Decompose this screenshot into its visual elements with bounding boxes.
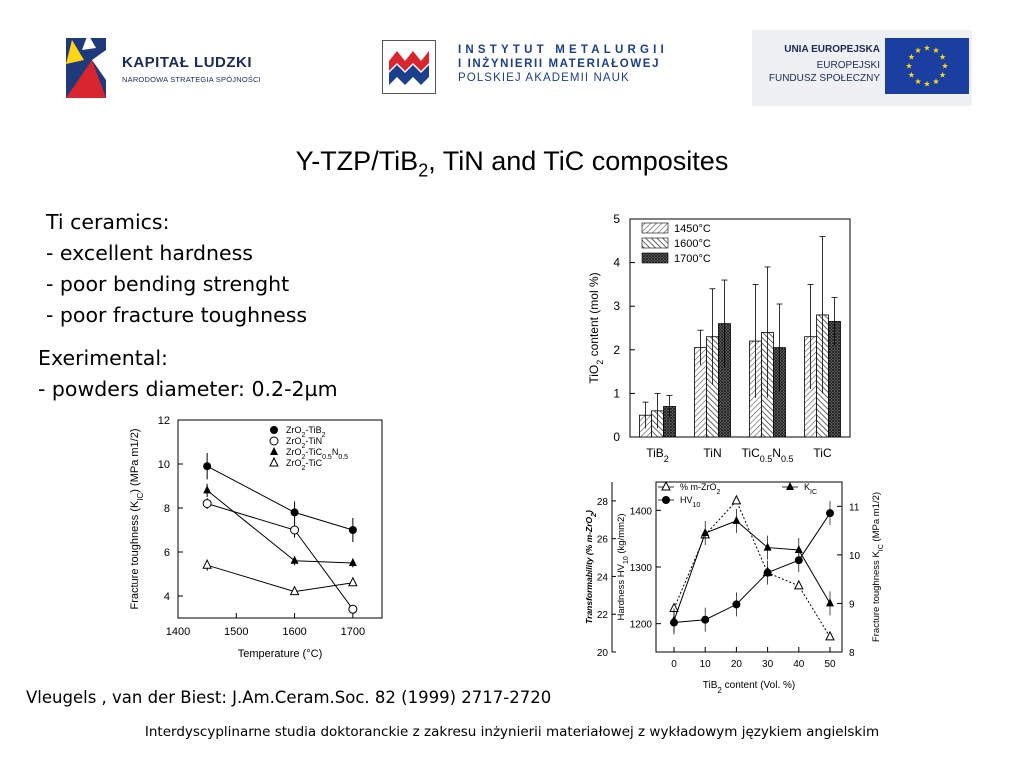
institute-name-line2: I INŻYNIERII MATERIAŁOWEJ: [458, 58, 661, 70]
right-tick-label: 11: [849, 502, 860, 514]
data-point: [203, 560, 211, 568]
y-tick-label: 5: [613, 212, 620, 226]
category-label: TiN: [703, 446, 722, 460]
y-axis-label: TiO$_2$ content (mol %): [587, 272, 605, 384]
ti-ceramics-heading: Ti ceramics:: [46, 210, 170, 234]
institute-name-line3: POLSKIEJ AKADEMII NAUK: [458, 72, 630, 84]
left-tick-label: 28: [596, 496, 608, 508]
data-point: [764, 543, 772, 551]
eu-star-icon: [915, 47, 921, 53]
series-line: [207, 565, 353, 591]
ti-ceramics-block: [46, 207, 307, 331]
legend-entry: % m-ZrO$_2$: [680, 482, 721, 496]
hardness-axis-label: Hardness $HV_{10}$ (kg/mm2): [616, 513, 630, 621]
legend-marker: [786, 482, 794, 490]
eu-star-icon: [915, 78, 921, 84]
legend-entry: $HV_{10}$: [680, 495, 701, 509]
legend-entry: ZrO$_2$-TiN: [286, 436, 323, 450]
slide-title: [0, 146, 1024, 181]
x-tick-label: 30: [762, 659, 774, 670]
eu-star-icon: [940, 54, 946, 60]
series-line: [674, 501, 830, 637]
y-tick-label: 10: [157, 459, 170, 471]
eu-star-icon: [924, 45, 930, 51]
eu-star-icon: [933, 78, 939, 84]
legend-marker: [270, 458, 278, 466]
x-tick-label: 40: [793, 659, 805, 670]
series-line: [207, 504, 353, 610]
right-axis-label: Fracture toughness $K_{IC}$ (MPa m1/2): [871, 491, 885, 643]
legend-swatch: [642, 223, 668, 233]
toughness-temperature-chart: [120, 410, 390, 670]
data-point: [291, 556, 299, 564]
series-line: [207, 466, 353, 530]
legend-marker: [662, 482, 670, 490]
data-point: [349, 526, 357, 534]
eu-star-icon: [942, 63, 948, 69]
data-point: [670, 615, 678, 623]
right-tick-label: 9: [849, 599, 855, 611]
x-tick-label: 0: [671, 659, 677, 670]
category-label: TiC: [813, 446, 832, 460]
institute-logo: [382, 38, 682, 94]
slide-title-prefix: Y-TZP/TiB: [295, 146, 419, 176]
data-point: [701, 616, 709, 624]
y-tick-label: 4: [163, 591, 170, 603]
left-tick-label: 20: [596, 648, 608, 659]
footer: Interdyscyplinarne studia doktoranckie z zakresu inżynierii materiałowej z wykładowym językiem angielskim: [144, 724, 880, 740]
series-ZrO2-TiC: [203, 560, 357, 595]
eu-line3: FUNDUSZ SPOŁECZNY: [768, 73, 880, 84]
eu-star-icon: [906, 63, 912, 69]
tib2-content-chart: [578, 472, 888, 700]
eu-star-icon: [940, 72, 946, 78]
data-point: [795, 581, 803, 589]
data-point: [732, 516, 740, 524]
legend-swatch: [642, 238, 668, 248]
eu-line1: UNIA EUROPEJSKA: [784, 44, 880, 55]
plot-frame: [656, 482, 842, 652]
legend-entry: ZrO$_2$-TiB$_2$: [286, 425, 326, 439]
left-tick-label: 24: [596, 572, 608, 584]
slide-title-subscript: 2: [418, 160, 429, 181]
tio2-content-chart: [578, 205, 863, 470]
legend-entry: 1600°C: [674, 238, 711, 250]
data-point: [349, 558, 357, 566]
right-tick-label: 8: [849, 648, 855, 659]
institute-name-line1: INSTYTUT METALURGII: [458, 44, 668, 56]
hardness-tick-label: 1200: [629, 619, 652, 631]
data-point: [764, 569, 772, 577]
eu-line2: EUROPEJSKI: [816, 60, 880, 71]
eu-star-icon: [908, 72, 914, 78]
data-point: [826, 598, 834, 606]
series-KIC: [670, 509, 834, 633]
slide-title-suffix: , TiN and TiC composites: [428, 146, 729, 176]
data-point: [349, 605, 357, 613]
legend-entry: ZrO$_2$-TiC: [286, 458, 323, 472]
data-point: [203, 462, 211, 470]
left-tick-label: 26: [596, 534, 608, 546]
y-tick-label: 0: [613, 430, 620, 444]
legend-marker: [270, 426, 278, 434]
legend-marker: [270, 447, 278, 455]
y-tick-label: 4: [613, 255, 620, 270]
kapital-ludzki-emblem-icon: [62, 30, 118, 104]
plot-frame: [178, 420, 382, 618]
hardness-tick-label: 1400: [629, 506, 652, 518]
legend-entry: 1700°C: [674, 253, 711, 265]
legend-entry: $K_{IC}$: [804, 482, 818, 496]
legend-swatch: [642, 253, 668, 263]
right-tick-label: 10: [849, 550, 861, 562]
hardness-tick-label: 1300: [629, 563, 652, 574]
x-tick-label: 1400: [165, 626, 191, 638]
eu-star-icon: [908, 54, 914, 60]
data-point: [732, 600, 740, 608]
legend-marker: [662, 496, 670, 504]
kapital-ludzki-subtitle: NARODOWA STRATEGIA SPÓJNOŚCI: [122, 75, 261, 84]
bullet-item: - poor fracture toughness: [46, 303, 308, 327]
institute-emblem-icon: [382, 40, 436, 94]
y-tick-label: 12: [157, 415, 170, 427]
x-tick-label: 20: [730, 659, 742, 670]
category-label: $TiC_{0.5}N_{0.5}$: [741, 446, 794, 464]
y-tick-label: 6: [163, 547, 170, 559]
x-tick-label: 1700: [340, 626, 366, 638]
x-tick-label: 1600: [282, 626, 307, 638]
y-tick-label: 1: [613, 386, 620, 401]
data-point: [203, 485, 211, 493]
legend-marker: [270, 437, 278, 445]
y-tick-label: 8: [163, 503, 170, 515]
bullet-item: - poor bending strenght: [46, 272, 290, 296]
eu-star-icon: [924, 81, 930, 87]
bullet-item: - powders diameter: 0.2-2µm: [38, 377, 338, 401]
kapital-ludzki-title: KAPITAŁ LUDZKI: [122, 54, 253, 71]
experimental-block: [38, 343, 338, 405]
x-axis-label: TiB$_2$ content (Vol. %): [702, 680, 796, 695]
series-line: [207, 490, 353, 563]
data-point: [732, 496, 740, 504]
legend-entry: $ZrO_2-TiC_{0.5}N_{0.5}$: [286, 447, 349, 461]
data-point: [291, 508, 299, 516]
y-axis-label: Fracture toughness $(K_{IC})$ (MPa m1/2): [129, 428, 145, 610]
series-line: [674, 513, 830, 622]
data-point: [203, 500, 211, 508]
eu-star-icon: [933, 47, 939, 53]
data-point: [795, 545, 803, 553]
legend-entry: 1450°C: [674, 223, 711, 235]
bullet-item: - excellent hardness: [46, 241, 253, 265]
eu-logo: [752, 30, 972, 106]
y-tick-label: 2: [613, 342, 620, 357]
left-axis-label: Transformability (% m-ZrO$_2$): [584, 510, 598, 624]
series-ZrO2-TiN: [203, 498, 357, 613]
x-tick-label: 1500: [224, 626, 249, 638]
x-axis-label: Temperature (°C): [237, 648, 323, 660]
left-tick-label: 22: [596, 610, 608, 622]
x-tick-label: 10: [699, 659, 711, 670]
series-ZrO2-TiB2: [203, 453, 357, 542]
citation: Vleugels , van der Biest: J.Am.Ceram.Soc. 82 (1999) 2717-2720: [26, 688, 552, 707]
y-tick-label: 3: [613, 299, 620, 314]
x-tick-label: 50: [824, 659, 836, 670]
category-label: TiB$_2$: [646, 446, 669, 464]
experimental-heading: Exerimental:: [38, 346, 168, 370]
data-point: [291, 526, 299, 534]
data-point: [349, 578, 357, 586]
kapital-ludzki-logo: [62, 30, 292, 104]
data-point: [826, 509, 834, 517]
eu-flag-icon: [885, 38, 969, 94]
